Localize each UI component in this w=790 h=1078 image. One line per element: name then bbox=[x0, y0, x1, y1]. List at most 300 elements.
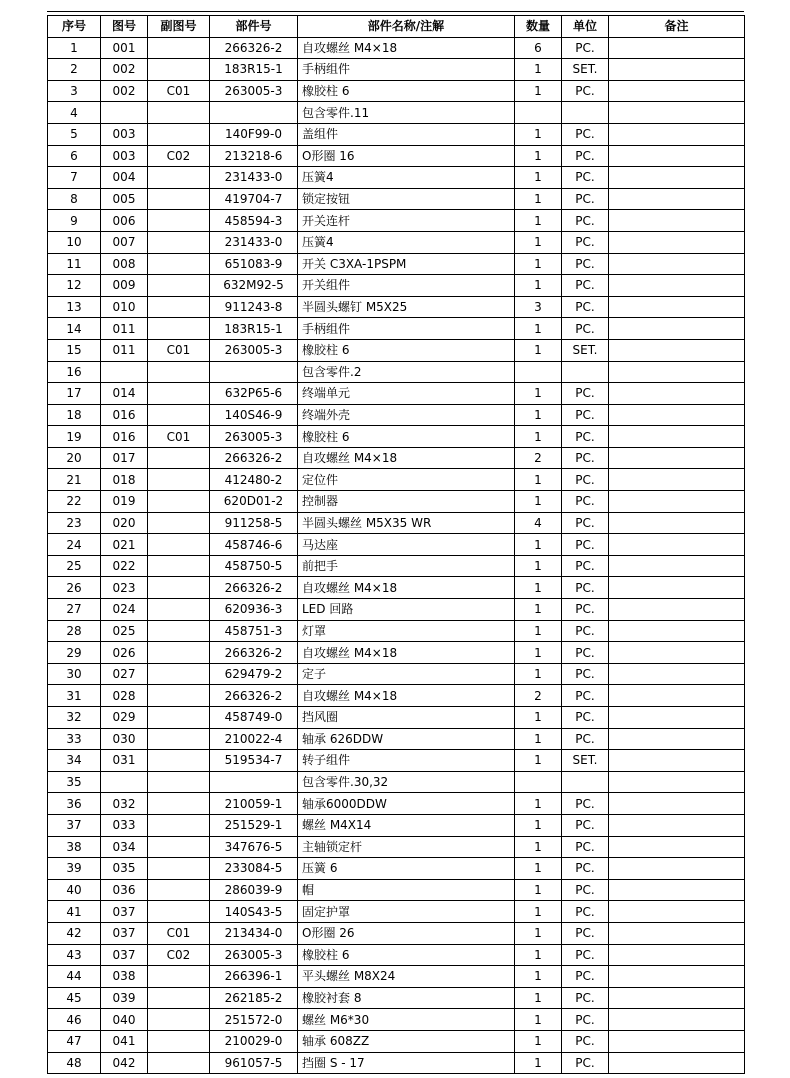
remarks-cell bbox=[609, 814, 745, 836]
part-no-cell: 266326-2 bbox=[210, 577, 298, 599]
table-row bbox=[48, 599, 745, 621]
quantity-cell: 1 bbox=[515, 922, 562, 944]
quantity-cell: 1 bbox=[515, 167, 562, 189]
description-cell: 马达座 bbox=[298, 534, 515, 556]
table-row bbox=[48, 1009, 745, 1031]
description-cell: 压簧4 bbox=[298, 167, 515, 189]
unit-cell: PC. bbox=[562, 231, 609, 253]
remarks-cell bbox=[609, 404, 745, 426]
remarks-cell bbox=[609, 534, 745, 556]
remarks-cell bbox=[609, 750, 745, 772]
remarks-cell bbox=[609, 1052, 745, 1074]
sub-figure-no-cell bbox=[148, 836, 210, 858]
sub-figure-no-cell bbox=[148, 491, 210, 513]
part-no-cell: 266326-2 bbox=[210, 37, 298, 59]
quantity-cell: 1 bbox=[515, 231, 562, 253]
figure-no-cell: 018 bbox=[101, 469, 148, 491]
index-cell: 17 bbox=[48, 383, 101, 405]
remarks-cell bbox=[609, 231, 745, 253]
unit-cell: PC. bbox=[562, 447, 609, 469]
figure-no-cell: 025 bbox=[101, 620, 148, 642]
header-row bbox=[48, 16, 745, 38]
sub-figure-no-cell bbox=[148, 102, 210, 124]
table-row bbox=[48, 534, 745, 556]
index-cell: 7 bbox=[48, 167, 101, 189]
unit-cell: PC. bbox=[562, 814, 609, 836]
table-row bbox=[48, 339, 745, 361]
description-cell: 压簧4 bbox=[298, 231, 515, 253]
unit-cell: SET. bbox=[562, 750, 609, 772]
quantity-cell: 1 bbox=[515, 814, 562, 836]
quantity-cell: 1 bbox=[515, 210, 562, 232]
table-row bbox=[48, 814, 745, 836]
part-no-cell: 231433-0 bbox=[210, 167, 298, 189]
unit-cell bbox=[562, 771, 609, 793]
col-header-quantity: 数量 bbox=[515, 16, 562, 38]
sub-figure-no-cell bbox=[148, 210, 210, 232]
sub-figure-no-cell bbox=[148, 966, 210, 988]
description-cell: 轴承 626DDW bbox=[298, 728, 515, 750]
quantity-cell: 1 bbox=[515, 534, 562, 556]
sub-figure-no-cell bbox=[148, 318, 210, 340]
part-no-cell: 213218-6 bbox=[210, 145, 298, 167]
part-no-cell: 183R15-1 bbox=[210, 59, 298, 81]
remarks-cell bbox=[609, 663, 745, 685]
quantity-cell: 1 bbox=[515, 555, 562, 577]
quantity-cell: 1 bbox=[515, 145, 562, 167]
quantity-cell: 1 bbox=[515, 1030, 562, 1052]
quantity-cell: 2 bbox=[515, 447, 562, 469]
figure-no-cell bbox=[101, 102, 148, 124]
col-header-sub-figure-no: 副图号 bbox=[148, 16, 210, 38]
sub-figure-no-cell bbox=[148, 123, 210, 145]
col-header-description: 部件名称/注解 bbox=[298, 16, 515, 38]
sub-figure-no-cell bbox=[148, 59, 210, 81]
description-cell: 半圆头螺钉 M5X25 bbox=[298, 296, 515, 318]
description-cell: 固定护罩 bbox=[298, 901, 515, 923]
index-cell: 10 bbox=[48, 231, 101, 253]
unit-cell: PC. bbox=[562, 879, 609, 901]
figure-no-cell: 039 bbox=[101, 987, 148, 1009]
part-no-cell: 266396-1 bbox=[210, 966, 298, 988]
remarks-cell bbox=[609, 102, 745, 124]
part-no-cell: 210059-1 bbox=[210, 793, 298, 815]
unit-cell: PC. bbox=[562, 1009, 609, 1031]
part-no-cell: 262185-2 bbox=[210, 987, 298, 1009]
description-cell: 自攻螺丝 M4×18 bbox=[298, 642, 515, 664]
description-cell: 手柄组件 bbox=[298, 59, 515, 81]
figure-no-cell: 007 bbox=[101, 231, 148, 253]
remarks-cell bbox=[609, 361, 745, 383]
unit-cell: PC. bbox=[562, 123, 609, 145]
quantity-cell: 1 bbox=[515, 188, 562, 210]
figure-no-cell: 028 bbox=[101, 685, 148, 707]
index-cell: 33 bbox=[48, 728, 101, 750]
table-row bbox=[48, 987, 745, 1009]
sub-figure-no-cell bbox=[148, 599, 210, 621]
quantity-cell: 1 bbox=[515, 793, 562, 815]
table-row bbox=[48, 642, 745, 664]
table-row bbox=[48, 966, 745, 988]
remarks-cell bbox=[609, 80, 745, 102]
remarks-cell bbox=[609, 512, 745, 534]
part-no-cell: 263005-3 bbox=[210, 944, 298, 966]
quantity-cell bbox=[515, 361, 562, 383]
unit-cell: PC. bbox=[562, 275, 609, 297]
unit-cell: PC. bbox=[562, 404, 609, 426]
table-row bbox=[48, 793, 745, 815]
remarks-cell bbox=[609, 491, 745, 513]
remarks-cell bbox=[609, 145, 745, 167]
unit-cell: PC. bbox=[562, 685, 609, 707]
index-cell: 36 bbox=[48, 793, 101, 815]
table-row bbox=[48, 1052, 745, 1074]
table-row bbox=[48, 231, 745, 253]
sub-figure-no-cell bbox=[148, 728, 210, 750]
table-row bbox=[48, 102, 745, 124]
figure-no-cell: 008 bbox=[101, 253, 148, 275]
remarks-cell bbox=[609, 879, 745, 901]
table-row bbox=[48, 383, 745, 405]
figure-no-cell: 005 bbox=[101, 188, 148, 210]
part-no-cell bbox=[210, 361, 298, 383]
table-row bbox=[48, 836, 745, 858]
sub-figure-no-cell bbox=[148, 555, 210, 577]
table-row bbox=[48, 80, 745, 102]
index-cell: 21 bbox=[48, 469, 101, 491]
unit-cell: PC. bbox=[562, 987, 609, 1009]
unit-cell: PC. bbox=[562, 1052, 609, 1074]
table-row bbox=[48, 59, 745, 81]
part-no-cell: 266326-2 bbox=[210, 685, 298, 707]
sub-figure-no-cell bbox=[148, 577, 210, 599]
sub-figure-no-cell bbox=[148, 37, 210, 59]
part-no-cell: 458746-6 bbox=[210, 534, 298, 556]
part-no-cell: 183R15-1 bbox=[210, 318, 298, 340]
unit-cell: PC. bbox=[562, 167, 609, 189]
quantity-cell: 1 bbox=[515, 728, 562, 750]
unit-cell: PC. bbox=[562, 555, 609, 577]
figure-no-cell: 036 bbox=[101, 879, 148, 901]
table-row bbox=[48, 922, 745, 944]
figure-no-cell: 004 bbox=[101, 167, 148, 189]
remarks-cell bbox=[609, 318, 745, 340]
remarks-cell bbox=[609, 771, 745, 793]
part-no-cell: 140S43-5 bbox=[210, 901, 298, 923]
description-cell: 自攻螺丝 M4×18 bbox=[298, 685, 515, 707]
sub-figure-no-cell bbox=[148, 1009, 210, 1031]
description-cell: 终端单元 bbox=[298, 383, 515, 405]
table-row bbox=[48, 426, 745, 448]
table-row bbox=[48, 123, 745, 145]
remarks-cell bbox=[609, 383, 745, 405]
description-cell: 定位件 bbox=[298, 469, 515, 491]
part-no-cell: 286039-9 bbox=[210, 879, 298, 901]
index-cell: 9 bbox=[48, 210, 101, 232]
table-row bbox=[48, 771, 745, 793]
quantity-cell: 1 bbox=[515, 426, 562, 448]
remarks-cell bbox=[609, 37, 745, 59]
sub-figure-no-cell bbox=[148, 771, 210, 793]
figure-no-cell: 041 bbox=[101, 1030, 148, 1052]
remarks-cell bbox=[609, 469, 745, 491]
sub-figure-no-cell bbox=[148, 296, 210, 318]
index-cell: 3 bbox=[48, 80, 101, 102]
index-cell: 14 bbox=[48, 318, 101, 340]
quantity-cell: 1 bbox=[515, 750, 562, 772]
description-cell: 定子 bbox=[298, 663, 515, 685]
remarks-cell bbox=[609, 577, 745, 599]
sub-figure-no-cell bbox=[148, 879, 210, 901]
unit-cell: PC. bbox=[562, 836, 609, 858]
table-row bbox=[48, 296, 745, 318]
remarks-cell bbox=[609, 987, 745, 1009]
unit-cell: PC. bbox=[562, 534, 609, 556]
unit-cell: PC. bbox=[562, 858, 609, 880]
part-no-cell: 458750-5 bbox=[210, 555, 298, 577]
quantity-cell: 1 bbox=[515, 879, 562, 901]
quantity-cell: 1 bbox=[515, 491, 562, 513]
part-no-cell: 140F99-0 bbox=[210, 123, 298, 145]
table-row bbox=[48, 188, 745, 210]
part-no-cell: 632P65-6 bbox=[210, 383, 298, 405]
figure-no-cell: 010 bbox=[101, 296, 148, 318]
remarks-cell bbox=[609, 836, 745, 858]
remarks-cell bbox=[609, 922, 745, 944]
sub-figure-no-cell bbox=[148, 534, 210, 556]
unit-cell bbox=[562, 361, 609, 383]
table-row bbox=[48, 512, 745, 534]
quantity-cell: 1 bbox=[515, 59, 562, 81]
part-no-cell: 263005-3 bbox=[210, 80, 298, 102]
unit-cell: PC. bbox=[562, 318, 609, 340]
figure-no-cell bbox=[101, 361, 148, 383]
sub-figure-no-cell bbox=[148, 814, 210, 836]
unit-cell: PC. bbox=[562, 188, 609, 210]
part-no-cell: 210029-0 bbox=[210, 1030, 298, 1052]
index-cell: 35 bbox=[48, 771, 101, 793]
table-row bbox=[48, 728, 745, 750]
quantity-cell: 1 bbox=[515, 404, 562, 426]
index-cell: 28 bbox=[48, 620, 101, 642]
figure-no-cell: 021 bbox=[101, 534, 148, 556]
figure-no-cell: 027 bbox=[101, 663, 148, 685]
part-no-cell: 210022-4 bbox=[210, 728, 298, 750]
unit-cell: PC. bbox=[562, 599, 609, 621]
remarks-cell bbox=[609, 167, 745, 189]
unit-cell: PC. bbox=[562, 80, 609, 102]
remarks-cell bbox=[609, 296, 745, 318]
unit-cell: SET. bbox=[562, 339, 609, 361]
index-cell: 27 bbox=[48, 599, 101, 621]
remarks-cell bbox=[609, 728, 745, 750]
figure-no-cell: 034 bbox=[101, 836, 148, 858]
unit-cell: PC. bbox=[562, 210, 609, 232]
part-no-cell bbox=[210, 771, 298, 793]
quantity-cell bbox=[515, 102, 562, 124]
table-row bbox=[48, 37, 745, 59]
description-cell: 开关连杆 bbox=[298, 210, 515, 232]
figure-no-cell: 037 bbox=[101, 944, 148, 966]
sub-figure-no-cell: C01 bbox=[148, 339, 210, 361]
table-row bbox=[48, 879, 745, 901]
index-cell: 26 bbox=[48, 577, 101, 599]
figure-no-cell: 014 bbox=[101, 383, 148, 405]
sub-figure-no-cell bbox=[148, 858, 210, 880]
figure-no-cell: 017 bbox=[101, 447, 148, 469]
description-cell: 自攻螺丝 M4×18 bbox=[298, 37, 515, 59]
unit-cell: PC. bbox=[562, 707, 609, 729]
part-no-cell: 620936-3 bbox=[210, 599, 298, 621]
remarks-cell bbox=[609, 901, 745, 923]
table-row bbox=[48, 944, 745, 966]
quantity-cell: 1 bbox=[515, 383, 562, 405]
index-cell: 45 bbox=[48, 987, 101, 1009]
col-header-remarks: 备注 bbox=[609, 16, 745, 38]
description-cell: 压簧 6 bbox=[298, 858, 515, 880]
figure-no-cell: 003 bbox=[101, 123, 148, 145]
quantity-cell: 1 bbox=[515, 253, 562, 275]
table-row bbox=[48, 404, 745, 426]
table-row bbox=[48, 577, 745, 599]
sub-figure-no-cell bbox=[148, 620, 210, 642]
table-row bbox=[48, 210, 745, 232]
figure-no-cell: 042 bbox=[101, 1052, 148, 1074]
unit-cell: PC. bbox=[562, 426, 609, 448]
figure-no-cell bbox=[101, 771, 148, 793]
part-no-cell: 458749-0 bbox=[210, 707, 298, 729]
index-cell: 29 bbox=[48, 642, 101, 664]
figure-no-cell: 011 bbox=[101, 318, 148, 340]
unit-cell: PC. bbox=[562, 512, 609, 534]
remarks-cell bbox=[609, 210, 745, 232]
part-no-cell: 266326-2 bbox=[210, 447, 298, 469]
unit-cell: PC. bbox=[562, 383, 609, 405]
figure-no-cell: 023 bbox=[101, 577, 148, 599]
description-cell: 橡胶柱 6 bbox=[298, 944, 515, 966]
table-row bbox=[48, 750, 745, 772]
remarks-cell bbox=[609, 59, 745, 81]
sub-figure-no-cell bbox=[148, 987, 210, 1009]
table-row bbox=[48, 145, 745, 167]
index-cell: 24 bbox=[48, 534, 101, 556]
sub-figure-no-cell bbox=[148, 663, 210, 685]
col-header-unit: 单位 bbox=[562, 16, 609, 38]
unit-cell: PC. bbox=[562, 663, 609, 685]
quantity-cell: 1 bbox=[515, 987, 562, 1009]
table-row bbox=[48, 620, 745, 642]
description-cell: 自攻螺丝 M4×18 bbox=[298, 447, 515, 469]
sub-figure-no-cell bbox=[148, 901, 210, 923]
remarks-cell bbox=[609, 620, 745, 642]
unit-cell: PC. bbox=[562, 577, 609, 599]
quantity-cell: 1 bbox=[515, 469, 562, 491]
figure-no-cell: 037 bbox=[101, 901, 148, 923]
figure-no-cell: 011 bbox=[101, 339, 148, 361]
remarks-cell bbox=[609, 188, 745, 210]
sub-figure-no-cell: C01 bbox=[148, 922, 210, 944]
part-no-cell: 911243-8 bbox=[210, 296, 298, 318]
description-cell: 帽 bbox=[298, 879, 515, 901]
sub-figure-no-cell: C01 bbox=[148, 80, 210, 102]
part-no-cell: 458594-3 bbox=[210, 210, 298, 232]
top-rule bbox=[47, 11, 744, 12]
description-cell: 包含零件.2 bbox=[298, 361, 515, 383]
figure-no-cell: 024 bbox=[101, 599, 148, 621]
quantity-cell: 1 bbox=[515, 620, 562, 642]
part-no-cell: 213434-0 bbox=[210, 922, 298, 944]
description-cell: 平头螺丝 M8X24 bbox=[298, 966, 515, 988]
part-no-cell: 263005-3 bbox=[210, 426, 298, 448]
index-cell: 16 bbox=[48, 361, 101, 383]
sub-figure-no-cell bbox=[148, 253, 210, 275]
description-cell: 手柄组件 bbox=[298, 318, 515, 340]
table-row bbox=[48, 167, 745, 189]
index-cell: 20 bbox=[48, 447, 101, 469]
index-cell: 38 bbox=[48, 836, 101, 858]
index-cell: 32 bbox=[48, 707, 101, 729]
sub-figure-no-cell bbox=[148, 685, 210, 707]
table-row bbox=[48, 555, 745, 577]
figure-no-cell: 040 bbox=[101, 1009, 148, 1031]
figure-no-cell: 020 bbox=[101, 512, 148, 534]
quantity-cell: 1 bbox=[515, 318, 562, 340]
description-cell: O形圈 16 bbox=[298, 145, 515, 167]
index-cell: 1 bbox=[48, 37, 101, 59]
remarks-cell bbox=[609, 1030, 745, 1052]
index-cell: 37 bbox=[48, 814, 101, 836]
table-row bbox=[48, 318, 745, 340]
col-header-index: 序号 bbox=[48, 16, 101, 38]
part-no-cell: 412480-2 bbox=[210, 469, 298, 491]
description-cell: 包含零件.11 bbox=[298, 102, 515, 124]
unit-cell: PC. bbox=[562, 253, 609, 275]
figure-no-cell: 029 bbox=[101, 707, 148, 729]
index-cell: 41 bbox=[48, 901, 101, 923]
remarks-cell bbox=[609, 707, 745, 729]
description-cell: 橡胶柱 6 bbox=[298, 80, 515, 102]
sub-figure-no-cell bbox=[148, 383, 210, 405]
description-cell: 轴承6000DDW bbox=[298, 793, 515, 815]
remarks-cell bbox=[609, 944, 745, 966]
figure-no-cell: 003 bbox=[101, 145, 148, 167]
sub-figure-no-cell bbox=[148, 750, 210, 772]
part-no-cell: 961057-5 bbox=[210, 1052, 298, 1074]
remarks-cell bbox=[609, 447, 745, 469]
quantity-cell: 3 bbox=[515, 296, 562, 318]
description-cell: 螺丝 M4X14 bbox=[298, 814, 515, 836]
part-no-cell: 251529-1 bbox=[210, 814, 298, 836]
sub-figure-no-cell bbox=[148, 404, 210, 426]
part-no-cell: 629479-2 bbox=[210, 663, 298, 685]
index-cell: 48 bbox=[48, 1052, 101, 1074]
unit-cell: PC. bbox=[562, 620, 609, 642]
index-cell: 40 bbox=[48, 879, 101, 901]
part-no-cell: 519534-7 bbox=[210, 750, 298, 772]
index-cell: 44 bbox=[48, 966, 101, 988]
index-cell: 15 bbox=[48, 339, 101, 361]
figure-no-cell: 022 bbox=[101, 555, 148, 577]
quantity-cell: 1 bbox=[515, 642, 562, 664]
figure-no-cell: 016 bbox=[101, 404, 148, 426]
part-no-cell: 911258-5 bbox=[210, 512, 298, 534]
quantity-cell: 1 bbox=[515, 836, 562, 858]
description-cell: 挡圈 S - 17 bbox=[298, 1052, 515, 1074]
description-cell: 灯罩 bbox=[298, 620, 515, 642]
index-cell: 19 bbox=[48, 426, 101, 448]
unit-cell: PC. bbox=[562, 966, 609, 988]
unit-cell: PC. bbox=[562, 728, 609, 750]
